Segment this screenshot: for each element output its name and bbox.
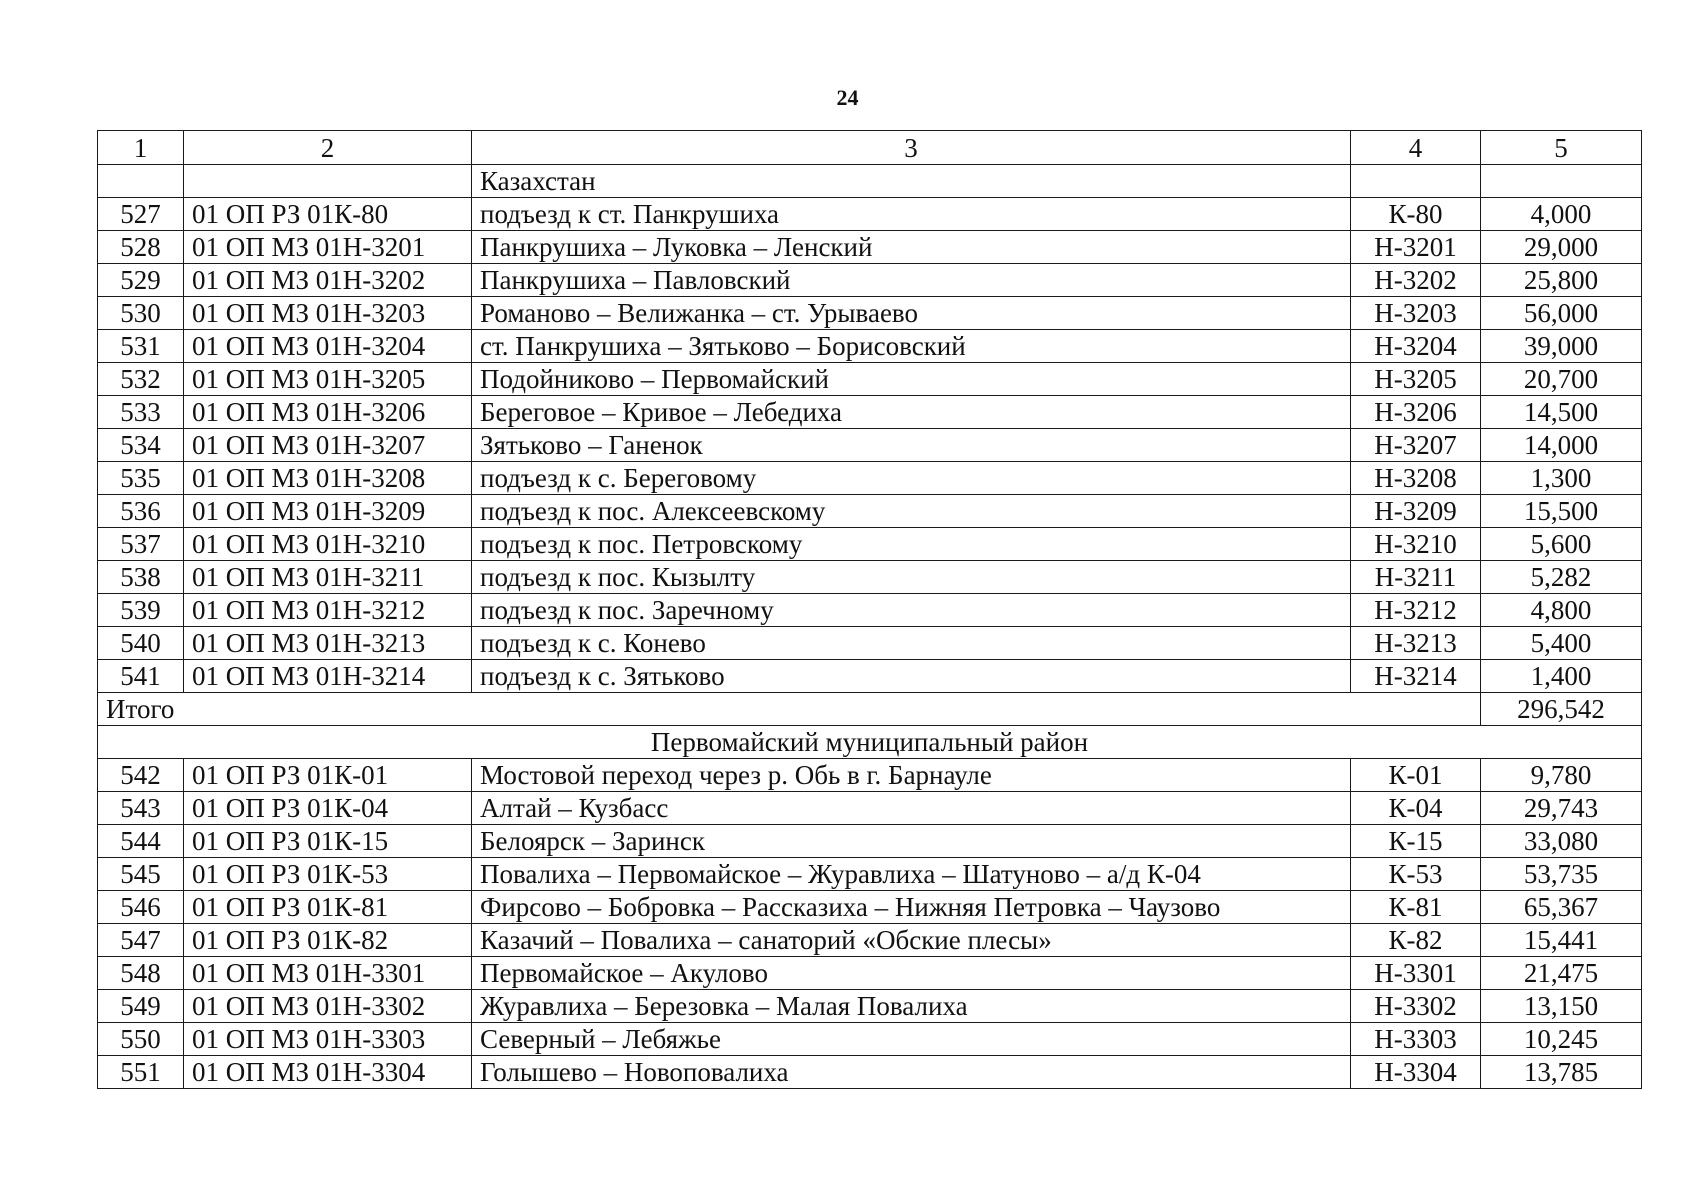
road-index: Н-3205 [1351,363,1481,396]
road-index: К-04 [1351,792,1481,825]
total-row [98,693,1642,726]
row-number: 545 [98,858,184,891]
row-number: 528 [98,231,184,264]
row-number: 549 [98,990,184,1023]
row-number: 530 [98,297,184,330]
row-number: 547 [98,924,184,957]
row-number: 535 [98,462,184,495]
road-name: Романово – Велижанка – ст. Урываево [472,297,1351,330]
road-length: 21,475 [1481,957,1642,990]
road-index: Н-3201 [1351,231,1481,264]
road-length: 9,780 [1481,759,1642,792]
road-name: Голышево – Новоповалиха [472,1056,1351,1089]
table-row [98,396,1642,429]
table-row [98,198,1642,231]
road-index: Н-3202 [1351,264,1481,297]
road-length: 5,400 [1481,627,1642,660]
table-row [98,957,1642,990]
road-name: подъезд к пос. Кызылту [472,561,1351,594]
table-row [98,363,1642,396]
row-number: 551 [98,1056,184,1089]
table-row [98,759,1642,792]
row-number: 550 [98,1023,184,1056]
road-length: 4,000 [1481,198,1642,231]
row-number: 542 [98,759,184,792]
roads-table [97,130,1642,1089]
road-index: К-82 [1351,924,1481,957]
road-name: Береговое – Кривое – Лебедиха [472,396,1351,429]
row-number: 531 [98,330,184,363]
road-name: ст. Панкрушиха – Зятьково – Борисовский [472,330,1351,363]
table-row [98,231,1642,264]
road-length: 5,600 [1481,528,1642,561]
road-code: 01 ОП РЗ 01К-53 [184,858,472,891]
road-name: Мостовой переход через р. Обь в г. Барнауле [472,759,1351,792]
road-code: 01 ОП МЗ 01Н-3201 [184,231,472,264]
header-cell-1: 1 [98,131,184,165]
table-row [98,561,1642,594]
district-name-tail: Казахстан [472,165,1351,198]
header-row [98,131,1642,165]
table-row [98,264,1642,297]
row-number: 533 [98,396,184,429]
road-name: Панкрушиха – Луковка – Ленский [472,231,1351,264]
table-row [98,858,1642,891]
road-code: 01 ОП МЗ 01Н-3303 [184,1023,472,1056]
row-number: 546 [98,891,184,924]
road-name: Казачий – Повалиха – санаторий «Обские плесы» [472,924,1351,957]
road-name: Панкрушиха – Павловский [472,264,1351,297]
row-number: 548 [98,957,184,990]
road-name: подъезд к пос. Заречному [472,594,1351,627]
row-number: 537 [98,528,184,561]
road-code: 01 ОП МЗ 01Н-3210 [184,528,472,561]
row-number: 543 [98,792,184,825]
road-index: Н-3302 [1351,990,1481,1023]
road-code: 01 ОП МЗ 01Н-3209 [184,495,472,528]
road-index: Н-3204 [1351,330,1481,363]
road-name: Зятьково – Ганенок [472,429,1351,462]
table-row [98,891,1642,924]
road-length: 20,700 [1481,363,1642,396]
table-row [98,495,1642,528]
row-number: 539 [98,594,184,627]
row-number: 544 [98,825,184,858]
road-code: 01 ОП МЗ 01Н-3213 [184,627,472,660]
row-number: 538 [98,561,184,594]
table-row [98,429,1642,462]
road-name: Фирсово – Бобровка – Рассказиха – Нижняя Петровка – Чаузово [472,891,1351,924]
table-row [98,297,1642,330]
road-code: 01 ОП МЗ 01Н-3207 [184,429,472,462]
table-row [98,330,1642,363]
road-length: 13,785 [1481,1056,1642,1089]
empty-cell [1351,165,1481,198]
road-length: 39,000 [1481,330,1642,363]
road-code: 01 ОП РЗ 01К-04 [184,792,472,825]
road-index: Н-3203 [1351,297,1481,330]
road-index: Н-3211 [1351,561,1481,594]
road-length: 29,743 [1481,792,1642,825]
road-code: 01 ОП МЗ 01Н-3208 [184,462,472,495]
road-name: Повалиха – Первомайское – Журавлиха – Шатуново – а/д К-04 [472,858,1351,891]
road-name: Белоярск – Заринск [472,825,1351,858]
empty-cell [184,165,472,198]
table-row [98,990,1642,1023]
road-length: 15,441 [1481,924,1642,957]
road-length: 15,500 [1481,495,1642,528]
road-name: Алтай – Кузбасс [472,792,1351,825]
district-name-tail-row [98,165,1642,198]
road-code: 01 ОП МЗ 01Н-3301 [184,957,472,990]
table-row [98,1023,1642,1056]
road-code: 01 ОП МЗ 01Н-3204 [184,330,472,363]
road-length: 33,080 [1481,825,1642,858]
road-length: 25,800 [1481,264,1642,297]
road-length: 29,000 [1481,231,1642,264]
empty-cell [98,165,184,198]
road-length: 4,800 [1481,594,1642,627]
road-code: 01 ОП РЗ 01К-81 [184,891,472,924]
road-index: Н-3206 [1351,396,1481,429]
road-index: К-53 [1351,858,1481,891]
row-number: 540 [98,627,184,660]
header-cell-2: 2 [184,131,472,165]
road-name: Подойниково – Первомайский [472,363,1351,396]
road-index: К-15 [1351,825,1481,858]
row-number: 532 [98,363,184,396]
table-row [98,627,1642,660]
road-index: К-81 [1351,891,1481,924]
roads-table-body [98,131,1642,1089]
district-heading-row [98,726,1642,759]
road-length: 14,000 [1481,429,1642,462]
road-index: Н-3208 [1351,462,1481,495]
road-code: 01 ОП МЗ 01Н-3212 [184,594,472,627]
road-length: 14,500 [1481,396,1642,429]
road-index: Н-3301 [1351,957,1481,990]
road-index: Н-3303 [1351,1023,1481,1056]
table-row [98,528,1642,561]
row-number: 536 [98,495,184,528]
row-number: 529 [98,264,184,297]
district-heading: Первомайский муниципальный район [98,726,1642,759]
road-code: 01 ОП РЗ 01К-15 [184,825,472,858]
road-length: 10,245 [1481,1023,1642,1056]
road-code: 01 ОП МЗ 01Н-3214 [184,660,472,693]
table-row [98,660,1642,693]
road-name: подъезд к пос. Алексеевскому [472,495,1351,528]
road-index: Н-3304 [1351,1056,1481,1089]
road-index: Н-3210 [1351,528,1481,561]
road-code: 01 ОП МЗ 01Н-3206 [184,396,472,429]
road-length: 56,000 [1481,297,1642,330]
table-row [98,792,1642,825]
page-number: 24 [836,85,859,110]
table-row [98,825,1642,858]
road-code: 01 ОП МЗ 01Н-3211 [184,561,472,594]
road-index: К-01 [1351,759,1481,792]
road-length: 5,282 [1481,561,1642,594]
road-name: подъезд к пос. Петровскому [472,528,1351,561]
road-index: К-80 [1351,198,1481,231]
empty-cell [1481,165,1642,198]
table-row [98,924,1642,957]
road-code: 01 ОП РЗ 01К-82 [184,924,472,957]
total-label: Итого [98,693,1481,726]
total-value: 296,542 [1481,693,1642,726]
road-name: подъезд к ст. Панкрушиха [472,198,1351,231]
header-cell-5: 5 [1481,131,1642,165]
header-cell-3: 3 [472,131,1351,165]
road-code: 01 ОП МЗ 01Н-3203 [184,297,472,330]
row-number: 541 [98,660,184,693]
road-name: подъезд к с. Зятьково [472,660,1351,693]
road-index: Н-3213 [1351,627,1481,660]
road-name: подъезд к с. Береговому [472,462,1351,495]
road-code: 01 ОП МЗ 01Н-3304 [184,1056,472,1089]
road-index: Н-3207 [1351,429,1481,462]
road-length: 53,735 [1481,858,1642,891]
road-length: 65,367 [1481,891,1642,924]
road-length: 1,300 [1481,462,1642,495]
road-code: 01 ОП МЗ 01Н-3202 [184,264,472,297]
road-code: 01 ОП МЗ 01Н-3205 [184,363,472,396]
road-code: 01 ОП РЗ 01К-80 [184,198,472,231]
table-row [98,462,1642,495]
road-index: Н-3214 [1351,660,1481,693]
road-name: Северный – Лебяжье [472,1023,1351,1056]
table-row [98,1056,1642,1089]
road-code: 01 ОП МЗ 01Н-3302 [184,990,472,1023]
road-name: Журавлиха – Березовка – Малая Повалиха [472,990,1351,1023]
road-name: Первомайское – Акулово [472,957,1351,990]
table-row [98,594,1642,627]
row-number: 534 [98,429,184,462]
road-length: 1,400 [1481,660,1642,693]
road-index: Н-3209 [1351,495,1481,528]
header-cell-4: 4 [1351,131,1481,165]
road-code: 01 ОП РЗ 01К-01 [184,759,472,792]
road-length: 13,150 [1481,990,1642,1023]
road-index: Н-3212 [1351,594,1481,627]
row-number: 527 [98,198,184,231]
road-name: подъезд к с. Конево [472,627,1351,660]
